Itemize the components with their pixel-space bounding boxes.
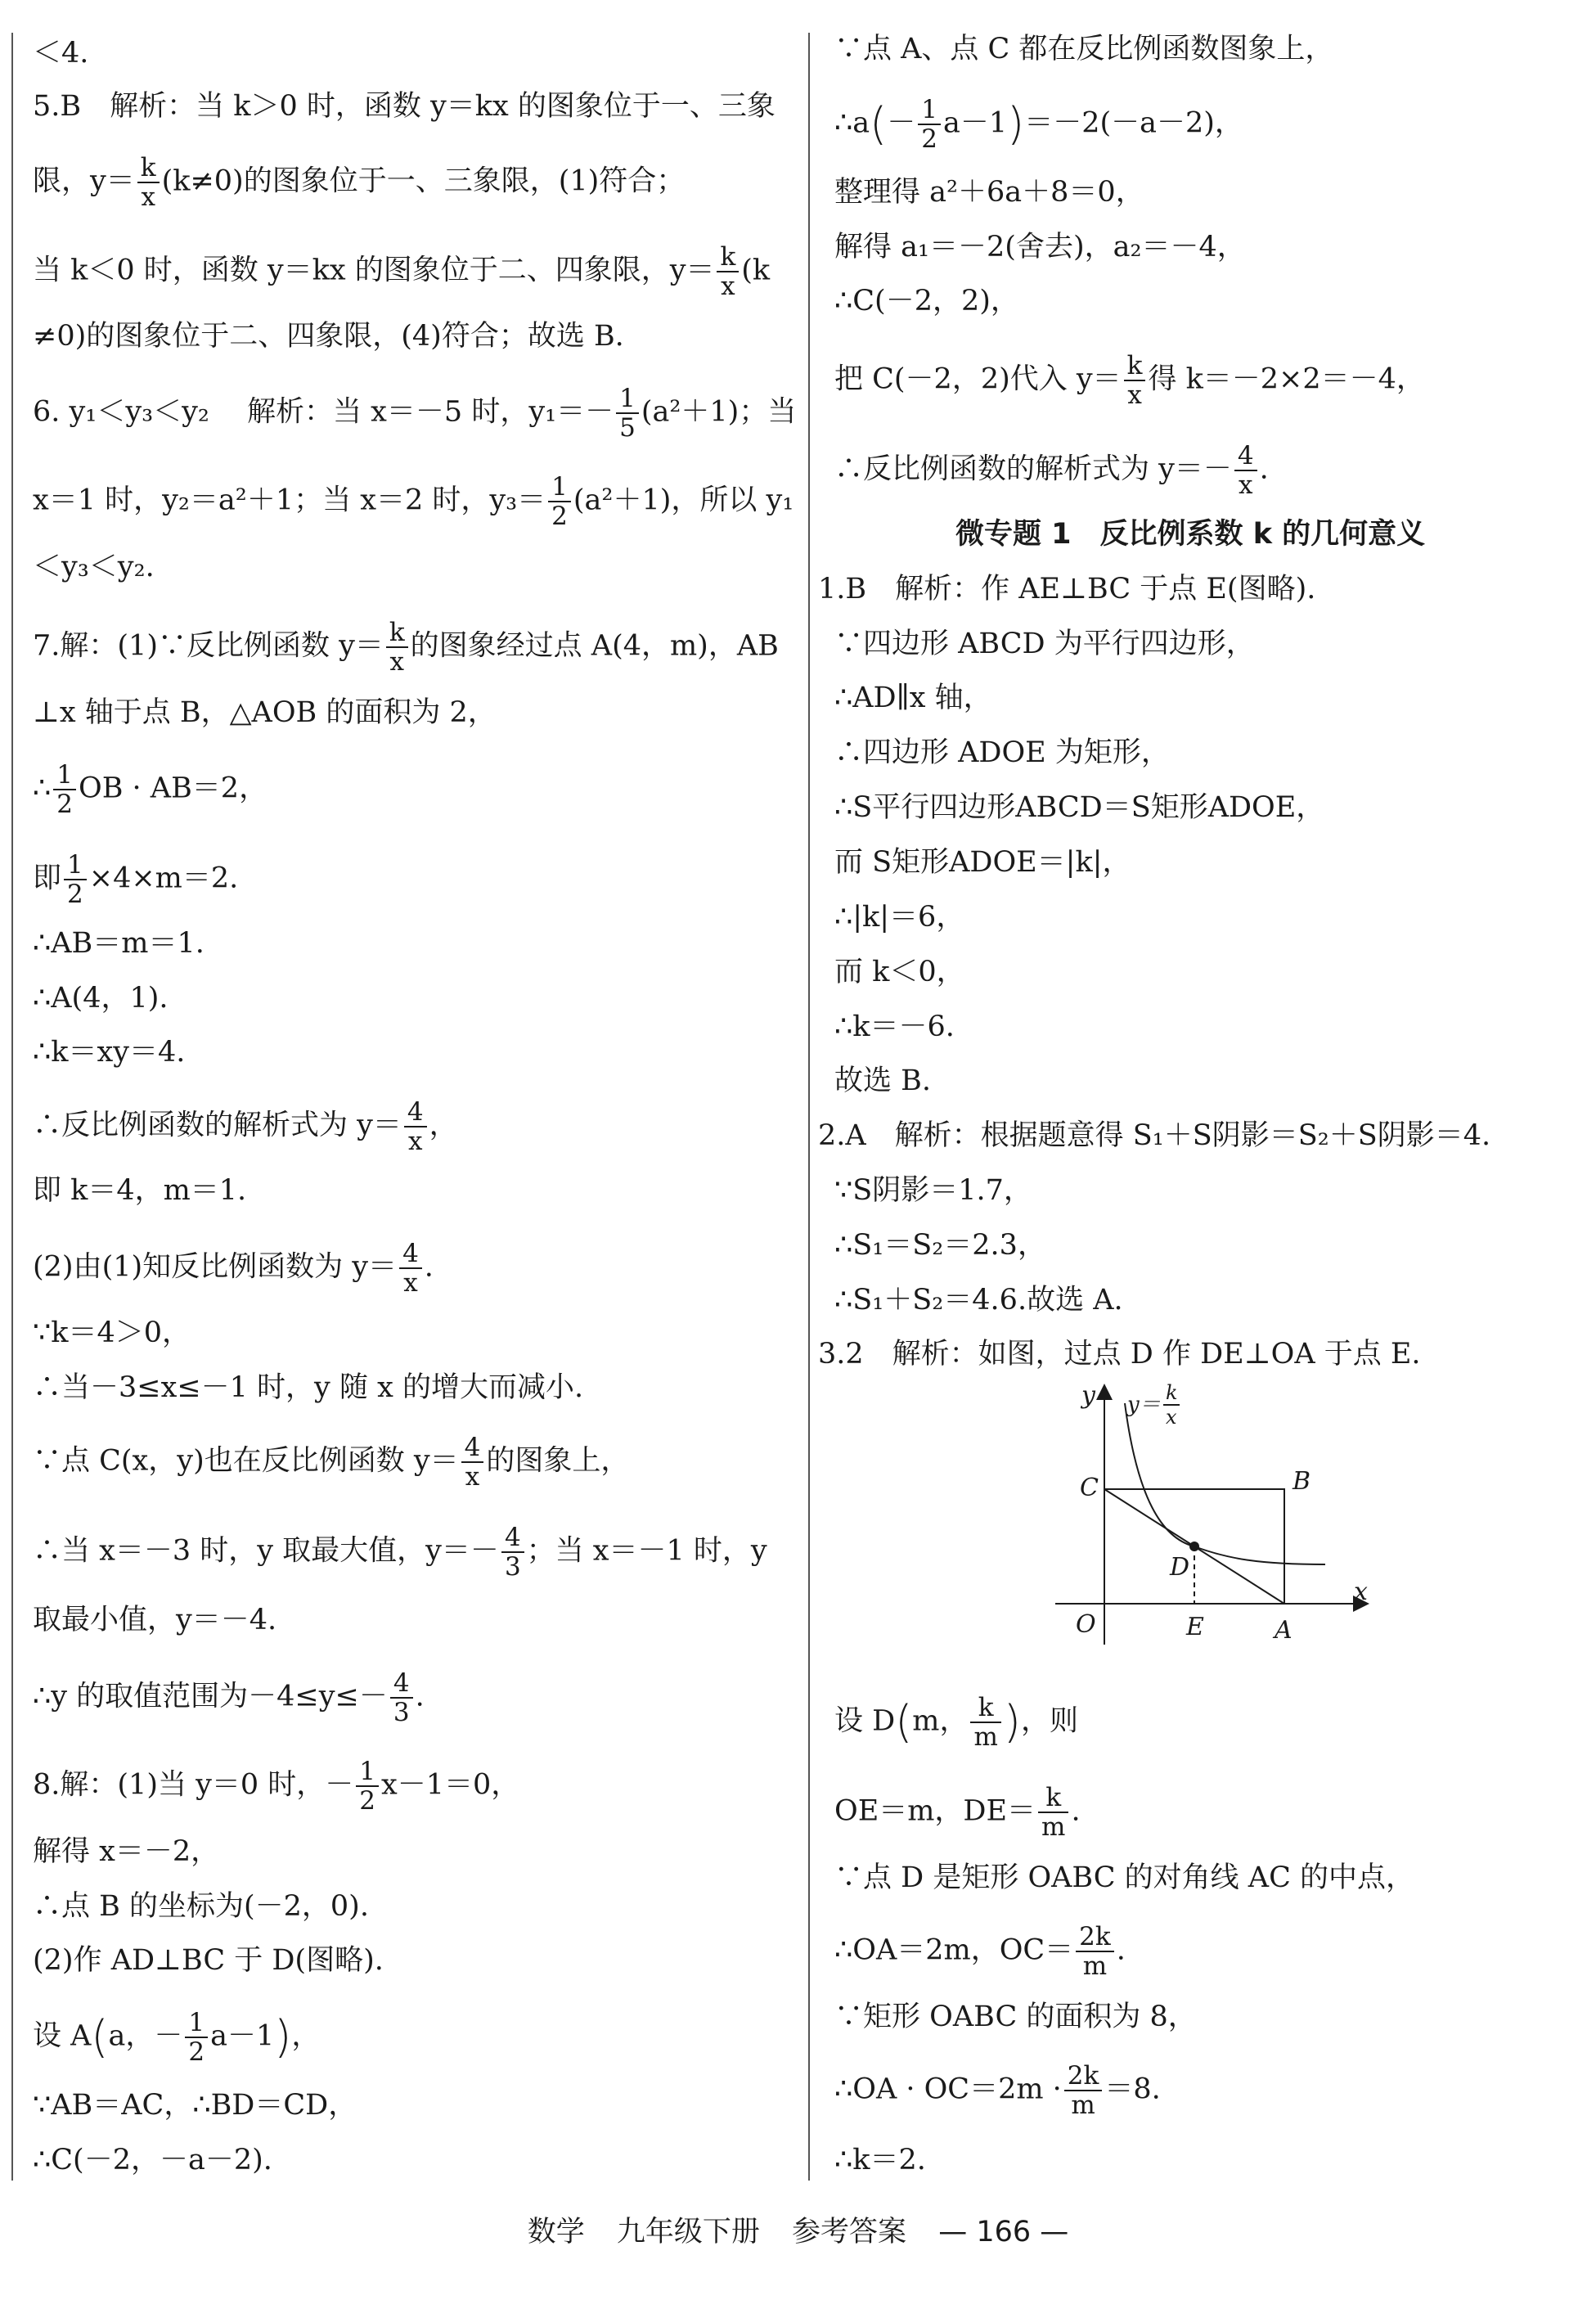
footer-subject: 数学: [527, 2216, 585, 2248]
text-line: ∴C(－2，2)，: [834, 285, 1019, 317]
fraction: $\frac{4}{x}$: [404, 1098, 427, 1155]
footer-grade: 九年级下册: [616, 2216, 760, 2248]
text-line: ∴C(－2，－a－2).: [33, 2144, 272, 2176]
text-line: ∴点 B 的坐标为(－2，0).: [33, 1890, 369, 1923]
fraction: $\frac{k}{m}$: [1038, 1784, 1068, 1841]
point-c-label: C: [1080, 1474, 1099, 1502]
text-line: ∴k＝xy＝4.: [33, 1036, 186, 1069]
text-line: ∵四边形 ABCD 为平行四边形，: [834, 628, 1255, 660]
origin-label: O: [1076, 1610, 1096, 1639]
fraction: $\frac{1}{2}$: [918, 96, 941, 153]
footer-title: 参考答案: [792, 2216, 907, 2248]
text-line: 设 A(a，－ $\frac{1}{2}$ a－1)，: [33, 2008, 321, 2067]
text-line: ∵k＝4＞0，: [33, 1317, 191, 1349]
fraction: $\frac{k}{x}$: [1124, 352, 1146, 409]
text-line: ∴y 的取值范围为－4≤y≤－ $\frac{4}{3}$ .: [33, 1668, 425, 1727]
text-line: OE＝m，DE＝ $\frac{k}{m}$ .: [834, 1783, 1081, 1842]
text-line: x＝1 时，y₂＝a²＋1；当 x＝2 时，y₃＝ $\frac{1}{2}$ (a²＋1)，所以 y₁: [33, 472, 794, 531]
text-line: ∴|k|＝6，: [834, 901, 965, 934]
point-d: [1189, 1542, 1199, 1551]
function-label: y＝: [1127, 1393, 1161, 1417]
fraction: $\frac{k}{m}$: [970, 1694, 1000, 1751]
fraction: $\frac{2k}{m}$: [1076, 1923, 1114, 1980]
text-line: ∴AB＝m＝1.: [33, 927, 205, 960]
text-line: (2)作 AD⊥BC 于 D(图略).: [33, 1944, 384, 1977]
text-line: ∵点 D 是矩形 OABC 的对角线 AC 的中点，: [834, 1861, 1414, 1894]
text-line: (2)由(1)知反比例函数为 y＝ $\frac{4}{x}$ .: [33, 1239, 434, 1298]
text-line: ∵点 C(x，y)也在反比例函数 y＝ $\frac{4}{x}$ 的图象上，: [33, 1433, 630, 1492]
answer-1: 1.B 解析：作 AE⊥BC 于点 E(图略).: [818, 573, 1316, 605]
page-number: — 166 —: [938, 2216, 1069, 2248]
text-line: 即 k＝4，m＝1.: [33, 1174, 247, 1207]
text-line: ≠0)的图象位于二、四象限，(4)符合；故选 B.: [33, 320, 624, 353]
point-a-label: A: [1275, 1616, 1293, 1645]
column-divider: [11, 33, 13, 2181]
fraction: $\frac{4}{x}$: [461, 1434, 484, 1491]
text-line: 把 C(－2，2)代入 y＝ $\frac{k}{x}$ 得 k＝－2×2＝－4，: [834, 351, 1425, 410]
x-axis-label: x: [1354, 1578, 1368, 1606]
fraction: $\frac{2k}{m}$: [1064, 2062, 1103, 2119]
text-line: ∴四边形 ADOE 为矩形，: [834, 736, 1170, 769]
function-numerator: k: [1166, 1381, 1178, 1404]
text-line: ∴当 x＝－3 时，y 取最大值，y＝－ $\frac{4}{3}$ ；当 x＝－1 时，y: [33, 1523, 767, 1582]
column-divider: [808, 33, 810, 2181]
text-line: 解得 x＝－2，: [33, 1835, 220, 1868]
fraction: $\frac{1}{2}$: [548, 473, 571, 530]
text-line: 而 S矩形ADOE＝|k|，: [834, 846, 1131, 879]
answer-8: 8.解：(1)当 y＝0 时，－ $\frac{1}{2}$ x－1＝0，: [33, 1757, 520, 1816]
fraction: $\frac{1}{5}$: [616, 385, 639, 442]
hyperbola-rectangle-figure: [1039, 1375, 1382, 1653]
text-line: ⊥x 轴于点 B，△AOB 的面积为 2，: [33, 696, 497, 729]
text-line: 解得 a₁＝－2(舍去)，a₂＝－4，: [834, 231, 1246, 263]
text-line: ∵S阴影＝1.7，: [834, 1174, 1032, 1207]
fraction: $\frac{1}{2}$: [356, 1758, 379, 1815]
fraction: $\frac{4}{3}$: [501, 1524, 524, 1581]
text-line: ∴k＝－6.: [834, 1010, 955, 1043]
text-line: ∴S平行四边形ABCD＝S矩形ADOE，: [834, 791, 1325, 824]
text-line: ∴当－3≤x≤－1 时，y 随 x 的增大而减小.: [33, 1371, 584, 1404]
text-line: ∴OA · OC＝2m · $\frac{2k}{m}$ ＝8.: [834, 2061, 1161, 2120]
text-line: ＜y₃＜y₂.: [33, 551, 155, 583]
fraction: $\frac{k}{x}$: [386, 619, 408, 676]
fraction: $\frac{4}{3}$: [390, 1669, 413, 1726]
answer-2: 2.A 解析：根据题意得 S₁＋S阴影＝S₂＋S阴影＝4.: [818, 1119, 1491, 1152]
fraction: $\frac{1}{2}$: [64, 851, 87, 908]
fraction: $\frac{k}{x}$: [137, 154, 160, 211]
text-line: ∵AB＝AC，∴BD＝CD，: [33, 2089, 357, 2122]
y-axis-label: y: [1081, 1381, 1095, 1410]
text-line: ∴ $\frac{1}{2}$ OB · AB＝2，: [33, 760, 268, 819]
text-line: ∵矩形 OABC 的面积为 8，: [834, 2001, 1197, 2033]
text-line: 而 k＜0，: [834, 956, 965, 988]
text-line: ∴S₁＋S₂＝4.6.故选 A.: [834, 1284, 1123, 1317]
text-line: 当 k＜0 时，函数 y＝kx 的图象位于二、四象限，y＝ $\frac{k}{x}$ (k: [33, 242, 771, 301]
text-line: ∴反比例函数的解析式为 y＝ $\frac{4}{x}$ ，: [33, 1097, 458, 1156]
text-line: 限，y＝ $\frac{k}{x}$ (k≠0)的图象位于一、三象限，(1)符合；: [33, 153, 686, 212]
text-line: ＜4.: [33, 37, 89, 70]
answer-7: 7.解：(1)∵反比例函数 y＝ $\frac{k}{x}$ 的图象经过点 A(4，m)，AB: [33, 618, 779, 677]
point-b-label: B: [1293, 1467, 1311, 1496]
point-e-label: E: [1186, 1613, 1204, 1641]
text-line: ∴A(4，1).: [33, 982, 169, 1015]
text-line: 故选 B.: [834, 1064, 931, 1097]
text-line: ∵点 A、点 C 都在反比例函数图象上，: [834, 33, 1334, 65]
section-heading: 微专题 1 反比例系数 k 的几何意义: [955, 518, 1426, 551]
answer-3: 3.2 解析：如图，过点 D 作 DE⊥OA 于点 E.: [818, 1338, 1421, 1371]
text-line: ∴反比例函数的解析式为 y＝－ $\frac{4}{x}$ .: [834, 441, 1269, 500]
fraction: $\frac{4}{x}$: [399, 1240, 422, 1297]
fraction: $\frac{1}{2}$: [53, 761, 76, 818]
fraction: $\frac{k}{x}$: [717, 243, 739, 300]
text-line: ∴S₁＝S₂＝2.3，: [834, 1229, 1046, 1262]
text-line: 即 $\frac{1}{2}$ ×4×m＝2.: [33, 850, 239, 909]
text-line: ∴a(－ $\frac{1}{2}$ a－1)＝－2(－a－2)，: [834, 95, 1243, 154]
text-line: ∴k＝2.: [834, 2144, 926, 2176]
answer-5: 5.B 解析：当 k＞0 时，函数 y＝kx 的图象位于一、三象: [33, 90, 776, 123]
text-line: 整理得 a²＋6a＋8＝0，: [834, 176, 1144, 209]
text-line: ∴AD∥x 轴，: [834, 682, 992, 714]
fraction: $\frac{4}{x}$: [1234, 442, 1257, 499]
function-denominator: x: [1166, 1406, 1177, 1429]
page-footer: [0, 2209, 1596, 2250]
text-line: 取最小值，y＝－4.: [33, 1604, 277, 1636]
answer-6: 6. y₁＜y₃＜y₂ 解析：当 x＝－5 时，y₁＝－ $\frac{1}{5}$ (a²＋1)；当: [33, 384, 797, 443]
point-d-label: D: [1170, 1553, 1190, 1582]
fraction: $\frac{1}{2}$: [185, 2009, 208, 2066]
text-line: 设 D(m， $\frac{k}{m}$ )，则: [834, 1693, 1078, 1752]
text-line: ∴OA＝2m，OC＝ $\frac{2k}{m}$ .: [834, 1922, 1126, 1981]
